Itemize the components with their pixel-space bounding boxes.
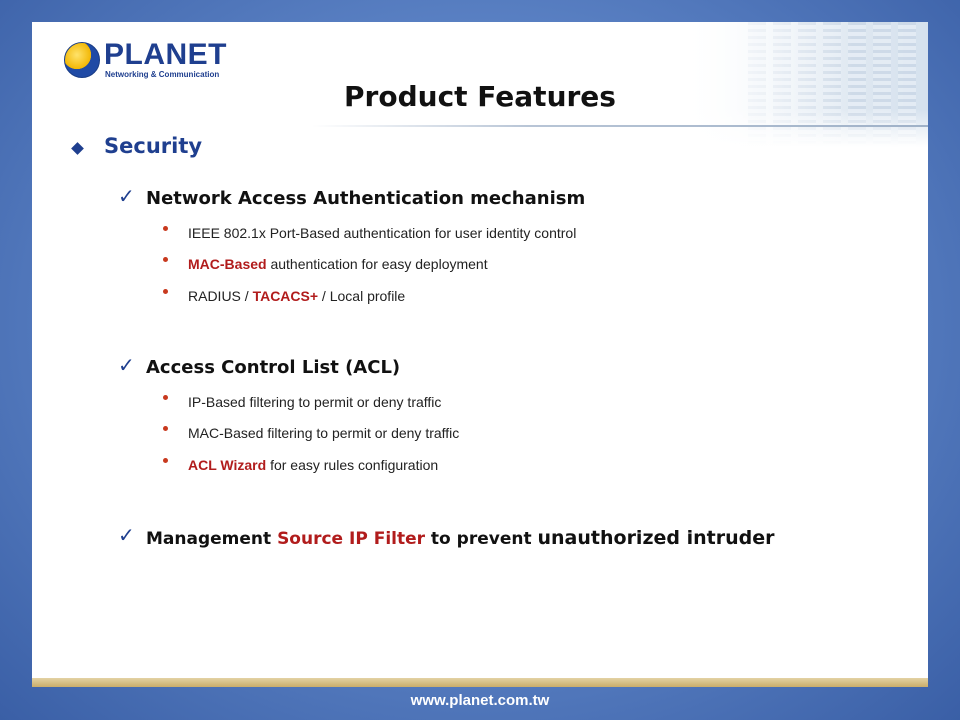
dot-icon	[163, 257, 168, 262]
dot-icon	[163, 289, 168, 294]
list-item	[188, 457, 438, 473]
item-highlight: ACL Wizard	[188, 457, 267, 473]
item-highlight: TACACS+	[252, 288, 319, 304]
section-heading: Security	[104, 134, 203, 158]
group-heading	[146, 527, 774, 549]
item-text: MAC-Based filtering to permit or deny traffic	[188, 425, 460, 441]
checkmark-icon: ✓	[118, 184, 135, 208]
item-text: IP-Based filtering to permit or deny traffic	[188, 394, 442, 410]
dot-icon	[163, 226, 168, 231]
dot-icon	[163, 426, 168, 431]
dot-icon	[163, 458, 168, 463]
item-text: RADIUS /	[188, 288, 253, 304]
item-text: / Local profile	[318, 288, 406, 304]
item-text: authentication for easy deployment	[266, 256, 488, 272]
title-divider	[312, 125, 928, 127]
logo-tagline: Networking & Communication	[105, 70, 220, 79]
globe-icon	[64, 42, 100, 78]
heading-text: Management	[146, 529, 278, 549]
item-text: IEEE 802.1x Port-Based authentication for user identity control	[188, 225, 577, 241]
footer-bar	[32, 678, 928, 687]
checkmark-icon: ✓	[118, 353, 135, 377]
list-item	[188, 225, 576, 241]
checkmark-icon: ✓	[118, 523, 135, 547]
slide-canvas	[32, 22, 928, 678]
list-item	[188, 288, 405, 304]
list-item	[188, 425, 459, 441]
item-highlight: MAC-Based	[188, 256, 267, 272]
group-heading: Access Control List (ACL)	[146, 357, 401, 378]
slide-title: Product Features	[344, 80, 616, 113]
group-heading: Network Access Authentication mechanism	[146, 188, 586, 209]
planet-logo	[64, 38, 227, 84]
footer-url: www.planet.com.tw	[410, 692, 550, 709]
heading-text: unauthorized intruder	[537, 527, 775, 549]
heading-highlight: Source IP Filter	[277, 529, 426, 549]
item-text: for easy rules configuration	[266, 457, 439, 473]
diamond-icon	[71, 142, 84, 155]
dot-icon	[163, 395, 168, 400]
list-item	[188, 256, 488, 272]
logo-wordmark: PLANET	[104, 38, 227, 71]
heading-text: to prevent	[425, 529, 538, 549]
list-item	[188, 394, 441, 410]
